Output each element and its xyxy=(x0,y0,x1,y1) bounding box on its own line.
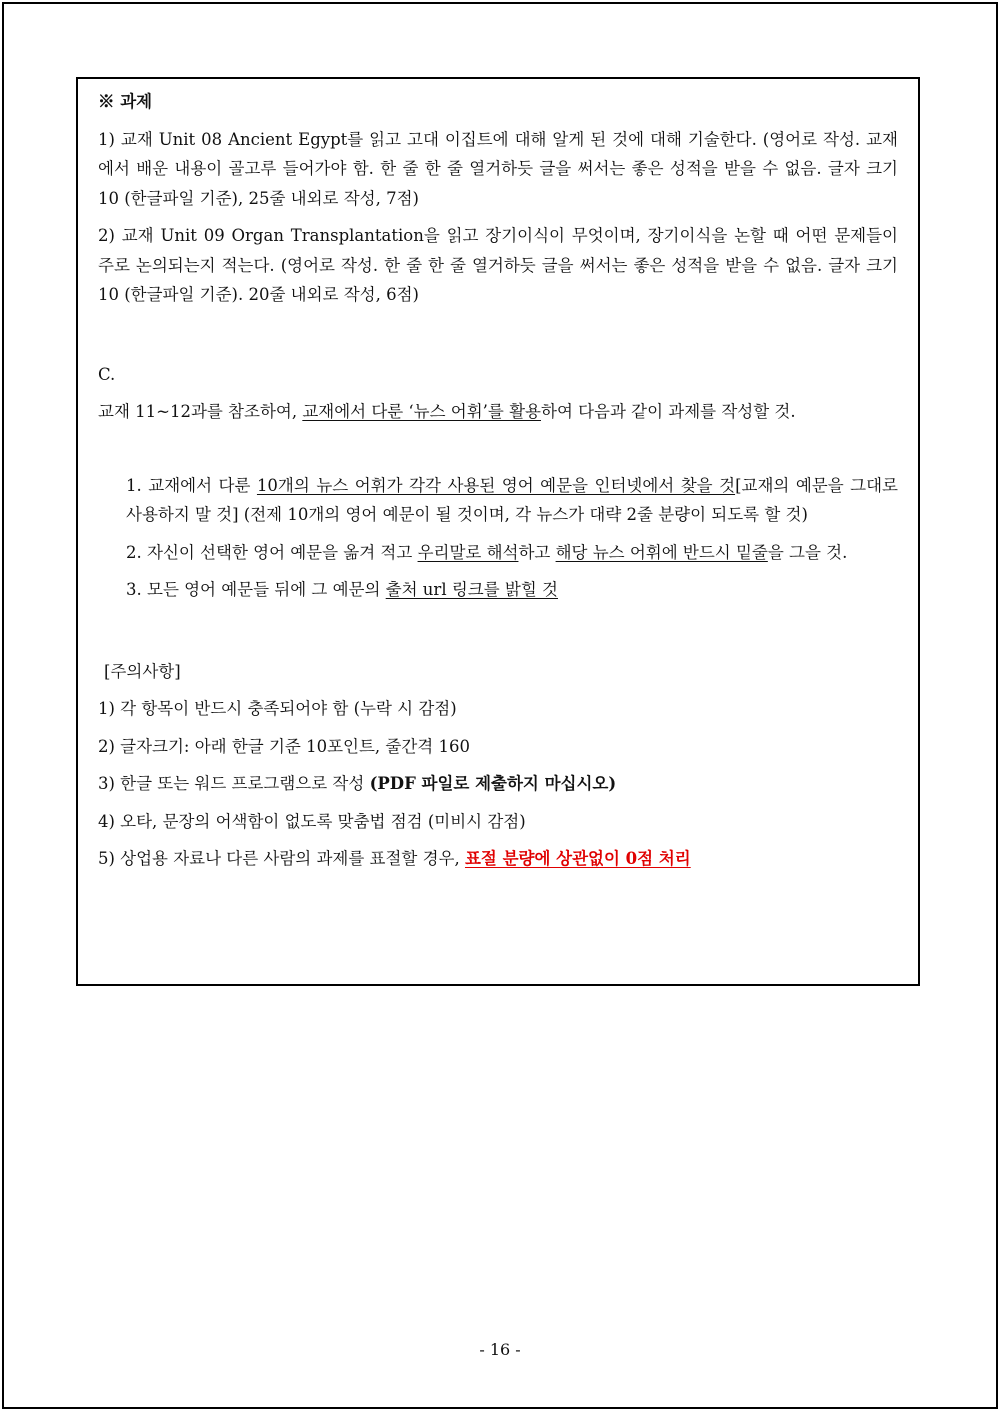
page-number: - 16 - xyxy=(479,1340,521,1359)
notes-heading: [주의사항] xyxy=(104,661,181,681)
list-item: 3. 모든 영어 예문들 뒤에 그 예문의 출처 url 링크를 밝힐 것 xyxy=(126,580,558,599)
note-item: 5) 상업용 자료나 다른 사람의 과제를 표절할 경우, 표절 분량에 상관없이 0점 처리 xyxy=(98,849,691,868)
intro-underlined: 교재에서 다룬 ‘뉴스 어휘’를 활용 xyxy=(302,402,541,421)
note-item: 2) 글자크기: 아래 한글 기준 10포인트, 줄간격 160 xyxy=(98,736,470,756)
assignment-content xyxy=(98,87,898,874)
note-item: 3) 한글 또는 워드 프로그램으로 작성 (PDF 파일로 제출하지 마십시오) xyxy=(98,774,617,793)
note-item: 4) 오타, 문장의 어색함이 없도록 맞춤법 점검 (미비시 감점) xyxy=(98,811,526,831)
task-heading: ※ 과제 xyxy=(98,92,153,111)
assignment-box xyxy=(76,77,920,986)
task-item-1: 1) 교재 Unit 08 Ancient Egypt를 읽고 고대 이집트에 대해 알게 된 것에 대해 기술한다. (영어로 작성. 교재에서 배운 내용이 골고루 들어가야 함. 한 줄 한 줄 열거하듯 글을 써서는 좋은 성적을 받을 수 없음. 글자 크기 10 (한글파일 기준), 25줄 내외로 작성, 7점) xyxy=(98,129,898,208)
section-c-list xyxy=(98,471,898,605)
note-item: 1) 각 항목이 반드시 충족되어야 함 (누락 시 감점) xyxy=(98,699,457,718)
plagiarism-warning: 표절 분량에 상관없이 0점 처리 xyxy=(464,849,691,868)
section-c-intro: 교재 11~12과를 참조하여, 교재에서 다룬 ‘뉴스 어휘’를 활용하여 다음과 같이 과제를 작성할 것. xyxy=(98,402,796,421)
task-item-2: 2) 교재 Unit 09 Organ Transplantation을 읽고 장기이식이 무엇이며, 장기이식을 논할 때 어떤 문제들이 주로 논의되는지 적는다. (영어로 작성. 한 줄 한 줄 열거하듯 글을 써서는 좋은 성적을 받을 수 없음. 글자 크기 10 (한글파일 기준). 20줄 내외로 작성, 6점) xyxy=(98,226,898,304)
section-c-label: C. xyxy=(98,364,116,384)
list-item: 1. 교재에서 다룬 10개의 뉴스 어휘가 각각 사용된 영어 예문을 인터넷에서 찾을 것[교재의 예문을 그대로 사용하지 말 것] (전제 10개의 영어 예문이 될 것이며, 각 뉴스가 대략 2줄 분량이 되도록 할 것) xyxy=(126,475,898,524)
list-item: 2. 자신이 선택한 영어 예문을 옮겨 적고 우리말로 해석하고 해당 뉴스 어휘에 반드시 밑줄을 그을 것. xyxy=(126,542,848,562)
